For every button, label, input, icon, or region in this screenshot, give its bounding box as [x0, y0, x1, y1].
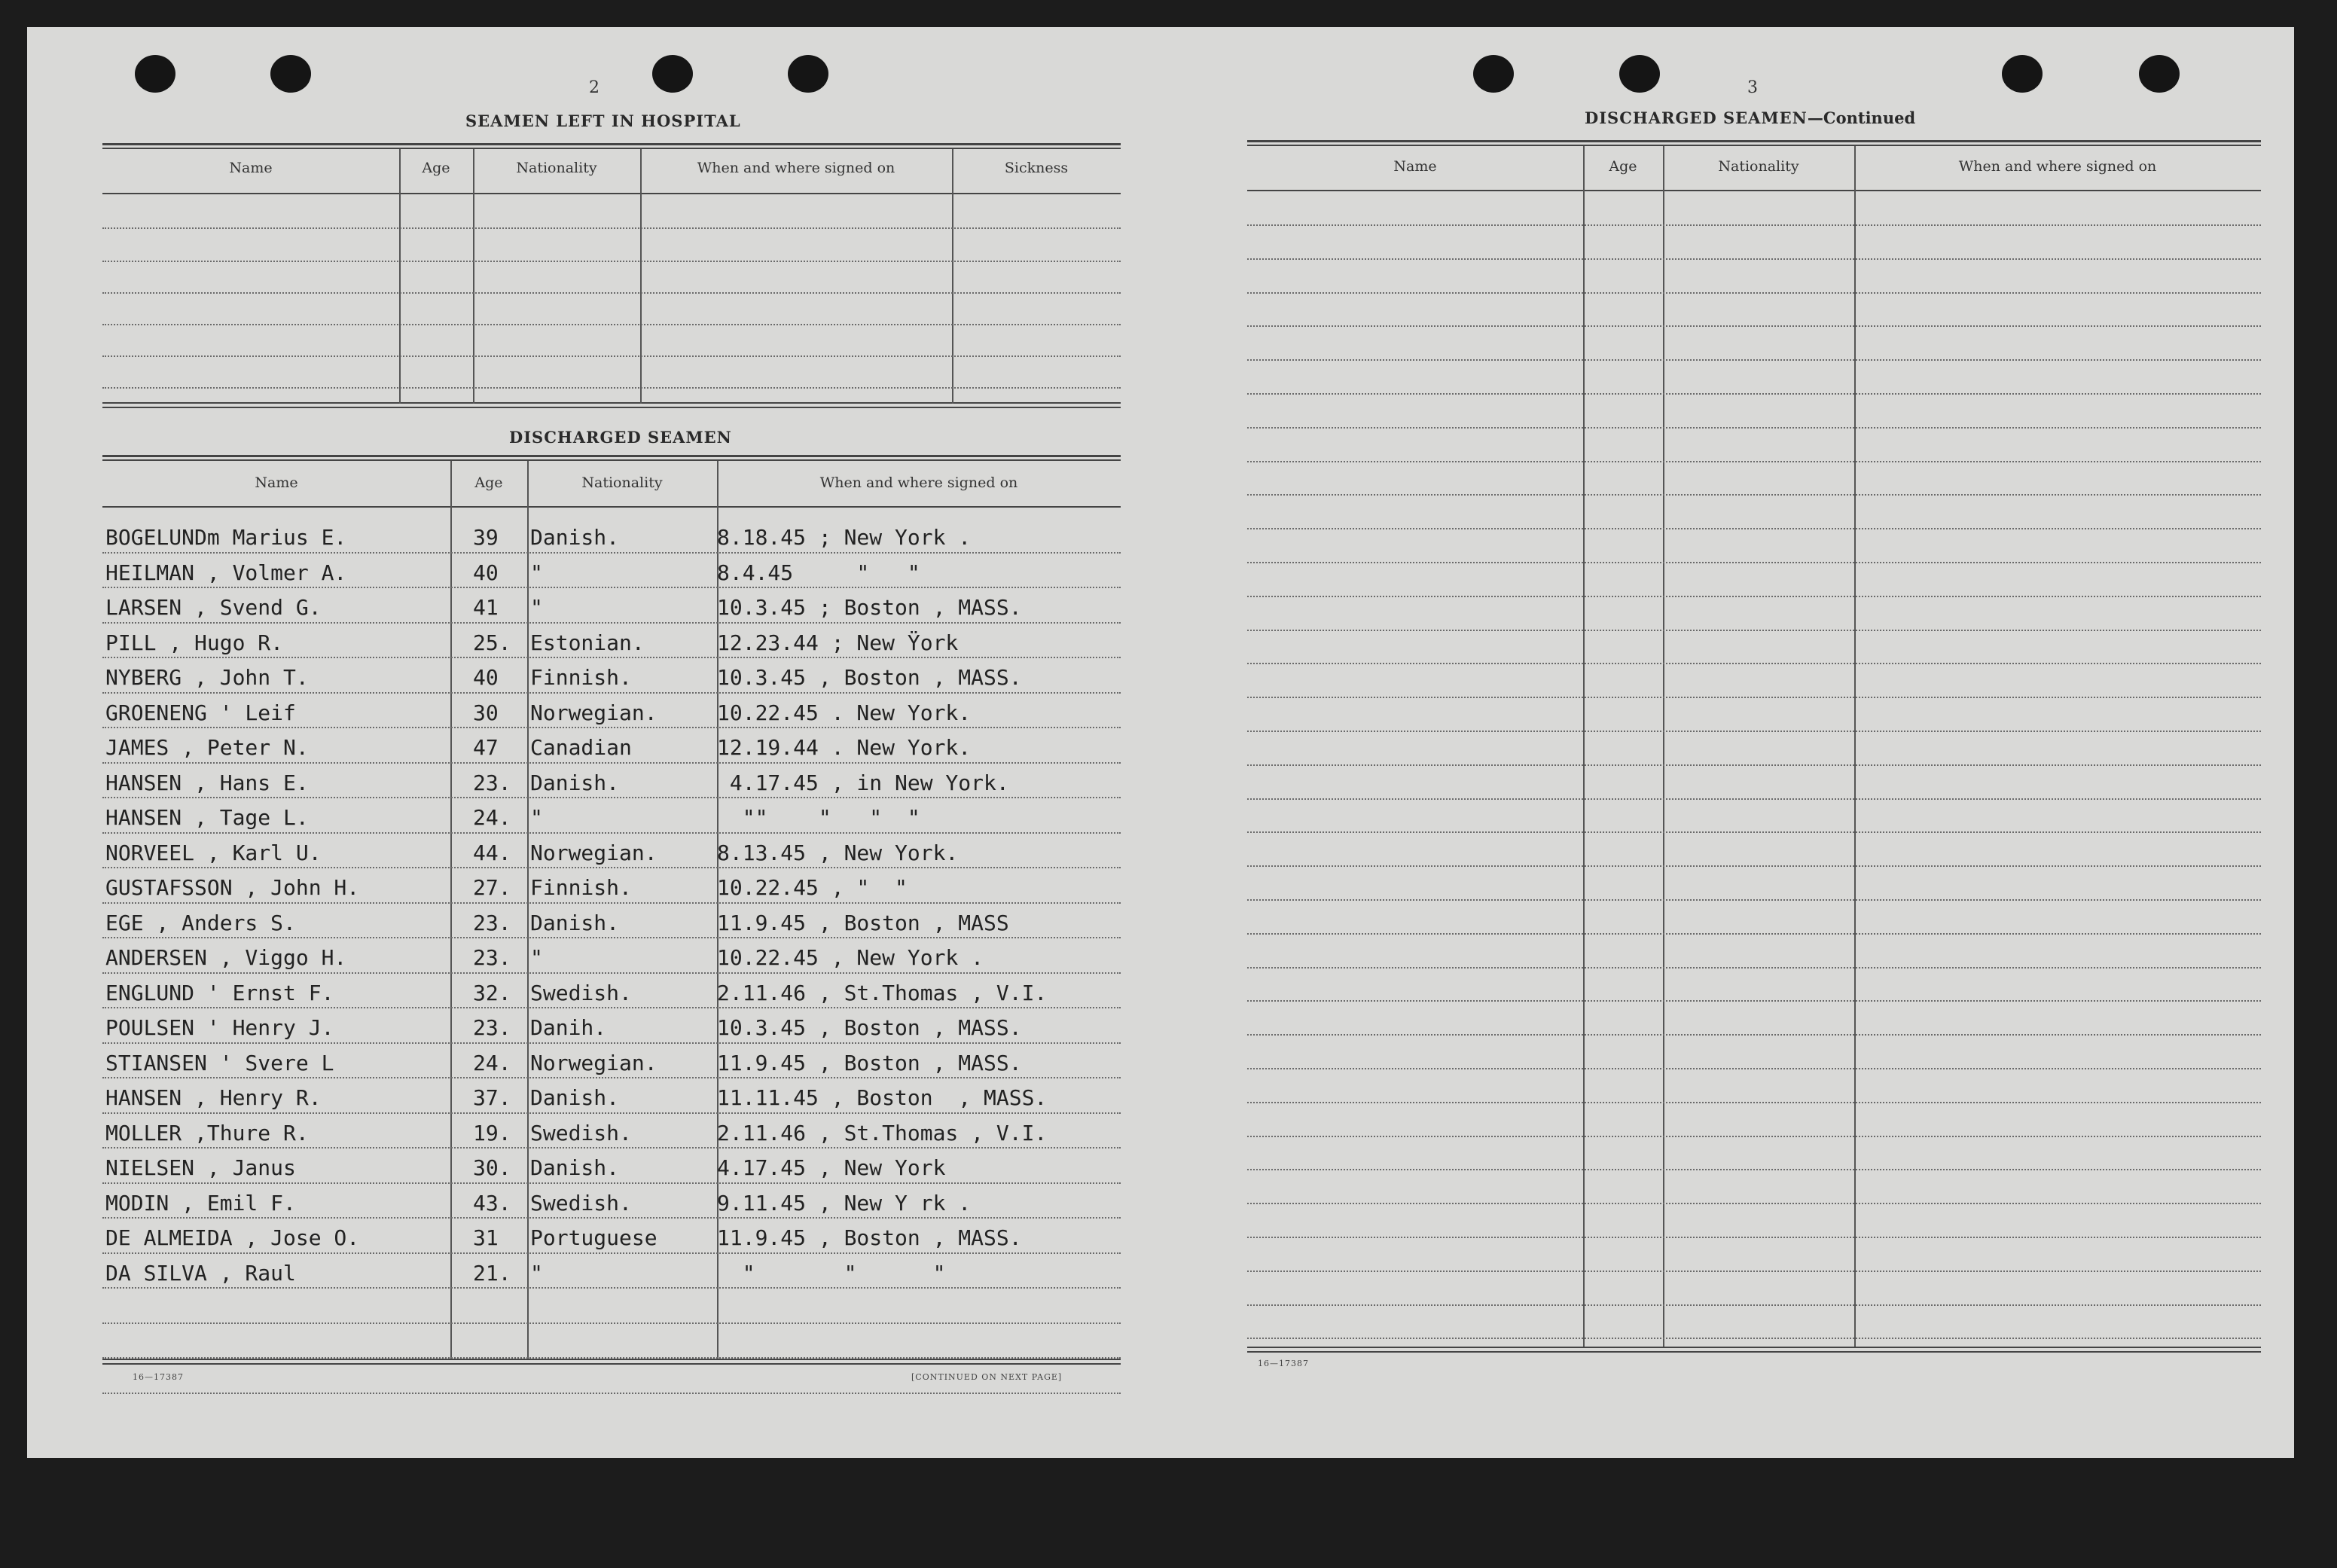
entry-line [1247, 831, 2261, 833]
punch-hole [2139, 55, 2180, 93]
section-title-main: DISCHARGED SEAMEN [1585, 108, 1808, 127]
entry-line [1247, 1338, 2261, 1339]
entry-line [1247, 798, 2261, 800]
seaman-nationality: Finnish. [530, 665, 632, 690]
entry-line [102, 727, 1121, 728]
table-bottom-rule [1247, 1347, 2261, 1348]
entry-line [1247, 393, 2261, 395]
hospital-column-header: Nationality [516, 160, 597, 176]
column-divider [473, 149, 474, 404]
table-bottom-rule [102, 402, 1121, 404]
punch-hole [1619, 55, 1660, 93]
seaman-age: 32. [473, 980, 511, 1005]
seaman-age: 23. [473, 1015, 511, 1040]
column-divider [399, 149, 401, 404]
seaman-signed-on: 10.22.45 , " " [717, 875, 908, 900]
entry-line [102, 902, 1121, 904]
entry-line [1247, 359, 2261, 361]
table-bottom-rule [102, 1359, 1121, 1360]
entry-line [102, 1182, 1121, 1184]
seaman-nationality: " [530, 1260, 543, 1286]
discharged-column-header: When and where signed on [819, 474, 1018, 491]
seaman-age: 23. [473, 945, 511, 970]
seaman-signed-on: " " " [717, 1260, 946, 1286]
seaman-nationality: " [530, 945, 543, 970]
entry-line [1247, 967, 2261, 969]
entry-line [102, 324, 1121, 325]
column-divider [640, 149, 642, 404]
entry-line [102, 692, 1121, 694]
seaman-name: GUSTAFSSON , John H. [105, 875, 360, 900]
seaman-signed-on: 8.4.45 " " [717, 560, 920, 585]
column-divider [450, 461, 452, 1359]
seaman-name: PILL , Hugo R. [105, 630, 284, 655]
punch-hole [135, 55, 175, 93]
entry-line [1247, 325, 2261, 327]
entry-line [102, 552, 1121, 554]
seaman-age: 24. [473, 805, 511, 830]
seaman-age: 47 [473, 735, 499, 760]
seaman-name: MOLLER ,Thure R. [105, 1120, 309, 1145]
entry-line [1247, 258, 2261, 260]
table-top-rule [1247, 145, 2261, 146]
seaman-name: NIELSEN , Janus [105, 1155, 296, 1180]
seaman-age: 23. [473, 770, 511, 795]
seaman-signed-on: 12.19.44 . New York. [717, 735, 972, 760]
seaman-age: 21. [473, 1260, 511, 1286]
entry-line [1247, 899, 2261, 901]
seaman-nationality: Canadian [530, 735, 632, 760]
entry-line [102, 261, 1121, 262]
table-top-rule [102, 455, 1121, 457]
entry-line [1247, 1304, 2261, 1306]
seaman-age: 30. [473, 1155, 511, 1180]
seaman-age: 27. [473, 875, 511, 900]
seaman-signed-on: 11.11.45 , Boston , MASS. [717, 1085, 1048, 1110]
entry-line [102, 355, 1121, 357]
seaman-age: 19. [473, 1120, 511, 1145]
hospital-column-header: Name [229, 160, 273, 176]
seaman-nationality: Danish. [530, 1085, 620, 1110]
entry-line [102, 1357, 1121, 1359]
entry-line [1247, 562, 2261, 563]
discharged-column-header: Name [255, 474, 298, 491]
entry-line [1247, 764, 2261, 766]
hospital-column-header: Age [422, 160, 450, 176]
hospital-column-header: Sickness [1004, 160, 1069, 176]
entry-line [102, 1217, 1121, 1219]
seaman-name: HANSEN , Tage L. [105, 805, 309, 830]
section-title-suffix: —Continued [1807, 108, 1916, 127]
table-bottom-rule [1247, 1351, 2261, 1353]
entry-line [1247, 865, 2261, 867]
seaman-name: DE ALMEIDA , Jose O. [105, 1225, 360, 1250]
seaman-nationality: " [530, 560, 543, 585]
seaman-nationality: Danih. [530, 1015, 607, 1040]
seaman-age: 31 [473, 1225, 499, 1250]
seaman-name: LARSEN , Svend G. [105, 595, 322, 620]
discharged-column-header: Nationality [581, 474, 663, 491]
entry-line [1247, 427, 2261, 429]
table-top-rule [1247, 140, 2261, 142]
entry-line [102, 867, 1121, 868]
seaman-signed-on: 8.13.45 , New York. [717, 840, 959, 865]
seaman-signed-on: 11.9.45 , Boston , MASS. [717, 1225, 1022, 1250]
seaman-name: HEILMAN , Volmer A. [105, 560, 347, 585]
seaman-nationality: Swedish. [530, 1190, 632, 1216]
entry-line [1247, 1136, 2261, 1137]
seaman-nationality: Norwegian. [530, 1050, 657, 1075]
seaman-signed-on: 11.9.45 , Boston , MASS [717, 910, 1009, 935]
seaman-nationality: " [530, 805, 543, 830]
seaman-age: 41 [473, 595, 499, 620]
entry-line [1247, 1034, 2261, 1036]
entry-line [102, 1252, 1121, 1254]
seaman-age: 25. [473, 630, 511, 655]
seaman-nationality: Danish. [530, 525, 620, 550]
seaman-age: 37. [473, 1085, 511, 1110]
seaman-name: MODIN , Emil F. [105, 1190, 296, 1216]
seaman-nationality: Swedish. [530, 1120, 632, 1145]
continued-column-header: When and where signed on [1958, 158, 2157, 175]
table-bottom-rule [102, 407, 1121, 408]
table-top-rule [102, 148, 1121, 149]
seaman-name: ANDERSEN , Viggo H. [105, 945, 347, 970]
discharged-column-header: Age [474, 474, 503, 491]
seaman-signed-on: 8.18.45 ; New York . [717, 525, 972, 550]
seaman-name: HANSEN , Hans E. [105, 770, 309, 795]
table-bottom-rule [102, 1363, 1121, 1365]
seaman-signed-on: 11.9.45 , Boston , MASS. [717, 1050, 1022, 1075]
seaman-name: EGE , Anders S. [105, 910, 296, 935]
discharged-section-title: DISCHARGED SEAMEN [509, 428, 732, 447]
seaman-name: DA SILVA , Raul [105, 1260, 296, 1286]
seaman-age: 24. [473, 1050, 511, 1075]
entry-line [102, 832, 1121, 834]
entry-line [1247, 1102, 2261, 1103]
page-number: 2 [589, 78, 600, 97]
entry-line [102, 1112, 1121, 1114]
seaman-age: 39 [473, 525, 499, 550]
column-divider [527, 461, 529, 1359]
seaman-signed-on: 4.17.45 , in New York. [717, 770, 1009, 795]
seaman-nationality: Portuguese [530, 1225, 657, 1250]
table-top-rule [102, 143, 1121, 145]
seaman-name: NYBERG , John T. [105, 665, 309, 690]
entry-line [1247, 528, 2261, 529]
entry-line [1247, 1169, 2261, 1170]
seaman-nationality: Danish. [530, 1155, 620, 1180]
entry-line [102, 972, 1121, 974]
entry-line [1247, 697, 2261, 698]
entry-line [102, 1007, 1121, 1008]
entry-line [102, 762, 1121, 764]
entry-line [1247, 292, 2261, 294]
entry-line [102, 797, 1121, 798]
entry-line [1247, 1203, 2261, 1204]
entry-line [102, 1077, 1121, 1078]
entry-line [102, 1287, 1121, 1289]
continued-note: [CONTINUED ON NEXT PAGE] [911, 1372, 1063, 1382]
punch-hole [652, 55, 693, 93]
entry-line [102, 1147, 1121, 1149]
seaman-name: STIANSEN ' Svere L [105, 1050, 334, 1075]
seaman-age: 40 [473, 560, 499, 585]
seaman-nationality: Finnish. [530, 875, 632, 900]
seaman-signed-on: "" " " " [717, 805, 920, 830]
seaman-nationality: Norwegian. [530, 840, 657, 865]
header-bottom-rule [102, 506, 1121, 508]
continued-column-header: Nationality [1718, 158, 1799, 175]
continued-section-title [1585, 108, 1915, 127]
seaman-age: 44. [473, 840, 511, 865]
seaman-nationality: Danish. [530, 770, 620, 795]
seaman-signed-on: 4.17.45 , New York [717, 1155, 946, 1180]
page-number: 3 [1747, 78, 1758, 97]
punch-hole [1473, 55, 1514, 93]
entry-line [1247, 1271, 2261, 1272]
ledger-sheet [27, 27, 2294, 1458]
seaman-nationality: Estonian. [530, 630, 645, 655]
seaman-name: POULSEN ' Henry J. [105, 1015, 334, 1040]
entry-line [1247, 461, 2261, 462]
seaman-name: NORVEEL , Karl U. [105, 840, 322, 865]
seaman-age: 30 [473, 700, 499, 725]
punch-hole [2002, 55, 2043, 93]
seaman-signed-on: 12.23.44 ; New Ÿork [717, 630, 959, 655]
entry-line [1247, 224, 2261, 226]
entry-line [1247, 630, 2261, 631]
punch-hole [270, 55, 311, 93]
entry-line [1247, 731, 2261, 732]
seaman-nationality: Swedish. [530, 980, 632, 1005]
table-top-rule [102, 459, 1121, 461]
seaman-signed-on: 10.22.45 . New York. [717, 700, 972, 725]
entry-line [102, 937, 1121, 938]
hospital-column-header: When and where signed on [697, 160, 895, 176]
form-number: 16—17387 [1258, 1359, 1309, 1368]
seaman-signed-on: 10.3.45 ; Boston , MASS. [717, 595, 1022, 620]
punch-hole [788, 55, 828, 93]
seaman-name: HANSEN , Henry R. [105, 1085, 322, 1110]
entry-line [102, 1042, 1121, 1044]
entry-line [1247, 596, 2261, 597]
entry-line [102, 587, 1121, 588]
entry-line [102, 227, 1121, 229]
entry-line [102, 292, 1121, 294]
entry-line [1247, 1068, 2261, 1069]
header-bottom-rule [1247, 190, 2261, 191]
entry-line [1247, 1000, 2261, 1002]
seaman-name: JAMES , Peter N. [105, 735, 309, 760]
seaman-age: 40 [473, 665, 499, 690]
continued-column-header: Name [1393, 158, 1437, 175]
seaman-signed-on: 2.11.46 , St.Thomas , V.I. [717, 1120, 1048, 1145]
seaman-age: 43. [473, 1190, 511, 1216]
seaman-name: ENGLUND ' Ernst F. [105, 980, 334, 1005]
seaman-nationality: " [530, 595, 543, 620]
entry-line [102, 1393, 1121, 1394]
entry-line [102, 657, 1121, 658]
seaman-name: GROENENG ' Leif [105, 700, 296, 725]
seaman-signed-on: 10.3.45 , Boston , MASS. [717, 665, 1022, 690]
hospital-section-title: SEAMEN LEFT IN HOSPITAL [465, 111, 741, 130]
entry-line [102, 622, 1121, 624]
entry-line [1247, 494, 2261, 496]
entry-line [102, 387, 1121, 389]
seaman-signed-on: 10.3.45 , Boston , MASS. [717, 1015, 1022, 1040]
seaman-name: BOGELUNDm Marius E. [105, 525, 347, 550]
entry-line [1247, 933, 2261, 935]
seaman-nationality: Norwegian. [530, 700, 657, 725]
seaman-nationality: Danish. [530, 910, 620, 935]
seaman-signed-on: 10.22.45 , New York . [717, 945, 984, 970]
column-divider [952, 149, 953, 404]
seaman-age: 23. [473, 910, 511, 935]
entry-line [1247, 663, 2261, 664]
header-bottom-rule [102, 193, 1121, 194]
form-number: 16—17387 [133, 1372, 184, 1382]
entry-line [102, 1322, 1121, 1324]
entry-line [1247, 1237, 2261, 1238]
continued-column-header: Age [1609, 158, 1637, 175]
seaman-signed-on: 9.11.45 , New Y rk . [717, 1190, 972, 1216]
seaman-signed-on: 2.11.46 , St.Thomas , V.I. [717, 980, 1048, 1005]
